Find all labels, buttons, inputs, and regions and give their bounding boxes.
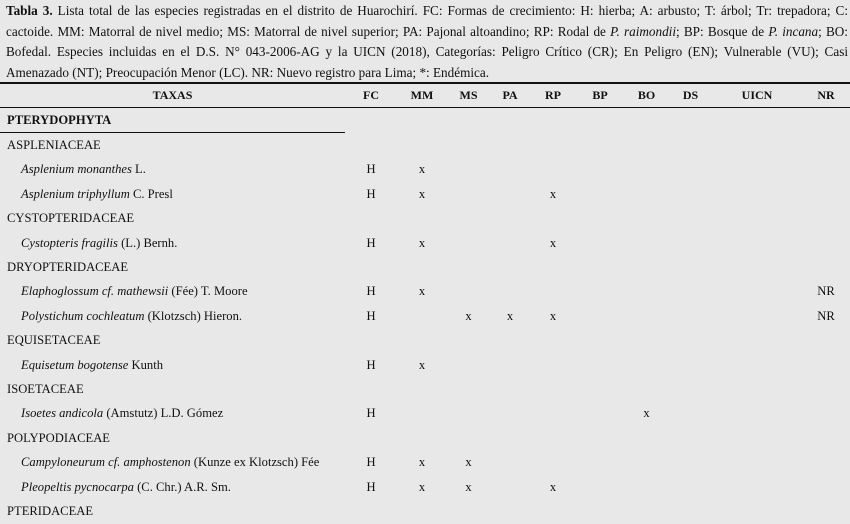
cell-bo — [624, 158, 669, 182]
cell-uicn — [712, 329, 802, 353]
species-epithet: Asplenium triphyllum — [21, 186, 130, 201]
cell-uicn — [712, 108, 802, 133]
cell-rp — [530, 255, 576, 279]
cell-nr — [802, 377, 850, 401]
cell-nr: NR — [817, 308, 835, 323]
species-epithet: Polystichum cochleatum — [21, 308, 145, 323]
header-mm: MM — [397, 83, 447, 108]
cell-bo — [624, 377, 669, 401]
cell-ds — [669, 108, 712, 133]
species-epithet: Cystopteris fragilis — [21, 235, 118, 250]
cell-rp — [530, 402, 576, 426]
species-epithet: Pleopeltis pycnocarpa — [21, 479, 134, 494]
species-epithet: Campyloneurum cf. amphostenon — [21, 455, 191, 470]
cell-pa — [490, 475, 530, 499]
cell-bo — [624, 207, 669, 231]
cell-uicn — [712, 377, 802, 401]
table-body — [0, 108, 850, 524]
species-row — [0, 353, 850, 377]
cell-mm: x — [418, 186, 426, 201]
family-row — [0, 377, 850, 401]
cell-rp — [530, 426, 576, 450]
cell-bp — [576, 108, 624, 133]
cell-mm — [397, 207, 447, 231]
header-taxas: TAXAS — [0, 83, 345, 108]
species-row — [0, 231, 850, 255]
cell-bp — [576, 280, 624, 304]
cell-ms — [447, 426, 490, 450]
cell-fc — [345, 329, 397, 353]
cell-rp — [530, 207, 576, 231]
cell-rp — [530, 377, 576, 401]
cell-ms: x — [465, 455, 472, 470]
cell-bp — [576, 402, 624, 426]
cell-ms — [447, 207, 490, 231]
cell-mm: x — [418, 455, 426, 470]
cell-fc: H — [366, 235, 376, 250]
cell-pa — [490, 255, 530, 279]
cell-bp — [576, 133, 624, 158]
cell-ms — [447, 377, 490, 401]
cell-rp — [530, 108, 576, 133]
cell-bo — [624, 182, 669, 206]
cell-nr — [802, 402, 850, 426]
cell-bp — [576, 182, 624, 206]
cell-pa — [490, 426, 530, 450]
species-author: (L.) Bernh. — [117, 235, 178, 250]
cell-uicn — [712, 499, 802, 523]
cell-ds — [669, 402, 712, 426]
cell-bo — [624, 450, 669, 474]
cell-fc — [345, 426, 397, 450]
cell-nr — [802, 182, 850, 206]
cell-uicn — [712, 450, 802, 474]
species-row — [0, 402, 850, 426]
table-caption — [6, 0, 848, 83]
cell-mm — [397, 304, 447, 328]
cell-mm — [397, 133, 447, 158]
cell-rp: x — [549, 479, 557, 494]
family-row — [0, 133, 850, 158]
cell-pa — [490, 499, 530, 523]
cell-bo — [624, 499, 669, 523]
family-name: CYSTOPTERIDACEAE — [7, 211, 135, 226]
cell-fc: H — [366, 406, 376, 421]
family-row — [0, 207, 850, 231]
cell-pa — [490, 329, 530, 353]
cell-fc: H — [366, 357, 376, 372]
family-name: PTERIDACEAE — [7, 503, 94, 518]
cell-mm — [397, 329, 447, 353]
cell-fc: H — [366, 479, 376, 494]
cell-ms — [447, 280, 490, 304]
cell-ds — [669, 329, 712, 353]
cell-bp — [576, 329, 624, 353]
cell-nr — [802, 108, 850, 133]
cell-bo — [624, 426, 669, 450]
cell-uicn — [712, 158, 802, 182]
cell-fc — [345, 108, 397, 133]
cell-ds — [669, 353, 712, 377]
cell-bo — [624, 280, 669, 304]
cell-bp — [576, 231, 624, 255]
cell-mm: x — [418, 162, 426, 177]
species-author: (C. Chr.) A.R. Sm. — [133, 479, 231, 494]
species-author: Kunth — [128, 357, 164, 372]
cell-mm: x — [418, 235, 426, 250]
species-author: L. — [131, 162, 146, 177]
cell-bo — [624, 304, 669, 328]
cell-rp: x — [549, 308, 557, 323]
species-name-cell — [0, 158, 345, 182]
cell-fc: H — [366, 162, 376, 177]
cell-nr — [802, 329, 850, 353]
cell-ds — [669, 377, 712, 401]
cell-ms — [447, 499, 490, 523]
cell-ms: x — [465, 479, 472, 494]
cell-fc — [345, 255, 397, 279]
cell-bp — [576, 255, 624, 279]
cell-ds — [669, 450, 712, 474]
cell-uicn — [712, 304, 802, 328]
cell-ms — [447, 133, 490, 158]
family-name: ASPLENIACEAE — [7, 138, 101, 153]
family-name: ISOETACEAE — [7, 381, 84, 396]
header-nr: NR — [802, 83, 850, 108]
species-row — [0, 158, 850, 182]
cell-ms — [447, 255, 490, 279]
cell-ds — [669, 182, 712, 206]
cell-rp — [530, 329, 576, 353]
cell-bo — [624, 255, 669, 279]
cell-nr: NR — [817, 284, 835, 299]
species-row — [0, 475, 850, 499]
header-bp: BP — [576, 83, 624, 108]
cell-nr — [802, 353, 850, 377]
family-row — [0, 426, 850, 450]
cell-pa — [490, 402, 530, 426]
cell-fc: H — [366, 308, 376, 323]
cell-uicn — [712, 207, 802, 231]
cell-mm — [397, 108, 447, 133]
cell-nr — [802, 158, 850, 182]
caption-label: Tabla 3. — [6, 3, 53, 18]
cell-nr — [802, 255, 850, 279]
cell-mm — [397, 402, 447, 426]
cell-pa — [490, 231, 530, 255]
cell-pa — [490, 182, 530, 206]
species-epithet: Elaphoglossum cf. mathewsii — [21, 284, 169, 299]
cell-uicn — [712, 353, 802, 377]
cell-pa — [490, 353, 530, 377]
species-author: (Klotzsch) Hieron. — [144, 308, 243, 323]
cell-bo — [624, 108, 669, 133]
species-row — [0, 450, 850, 474]
cell-bp — [576, 499, 624, 523]
cell-rp: x — [549, 186, 557, 201]
species-name-cell — [0, 402, 345, 426]
species-epithet: Asplenium monanthes — [21, 162, 132, 177]
cell-pa — [490, 450, 530, 474]
cell-rp — [530, 133, 576, 158]
caption-text-3: ; BO: Bofedal. Especies incluidas en el D.S. N° 043-2006-AG y la UICN (2018), Categorías: Peligro Crítico (CR); En Peligro (EN); Vulnerable (VU); Casi Amenazado (NT); Preocupación Menor (LC). NR: Nuevo registro para Lima; *: Endémica. — [6, 23, 848, 80]
cell-ms — [447, 158, 490, 182]
cell-bo — [624, 133, 669, 158]
cell-fc — [345, 207, 397, 231]
species-name-cell — [0, 353, 345, 377]
cell-uicn — [712, 255, 802, 279]
cell-ms — [447, 231, 490, 255]
cell-ms — [447, 353, 490, 377]
cell-fc — [345, 499, 397, 523]
cell-uicn — [712, 182, 802, 206]
cell-nr — [802, 475, 850, 499]
cell-mm — [397, 377, 447, 401]
cell-bp — [576, 377, 624, 401]
header-pa: PA — [490, 83, 530, 108]
species-row — [0, 304, 850, 328]
cell-pa — [490, 158, 530, 182]
cell-mm — [397, 255, 447, 279]
cell-pa: x — [506, 308, 514, 323]
cell-nr — [802, 499, 850, 523]
group-row — [0, 108, 850, 133]
header-ds: DS — [669, 83, 712, 108]
cell-ds — [669, 207, 712, 231]
cell-mm — [397, 426, 447, 450]
cell-uicn — [712, 280, 802, 304]
cell-bo — [624, 475, 669, 499]
cell-mm: x — [418, 357, 426, 372]
caption-text-1: Lista total de las especies registradas en el distrito de Huarochirí. FC: Formas de crecimiento: H: hierba; A: arbusto; T: árbol; Tr: trepadora; C: cactoide. MM: Matorral de nivel medio; MS: Matorral de nivel superior; PA: Pajonal altoandino; RP: Rodal de — [6, 3, 848, 39]
family-name: EQUISETACEAE — [7, 333, 101, 348]
cell-uicn — [712, 402, 802, 426]
cell-nr — [802, 231, 850, 255]
cell-fc: H — [366, 455, 376, 470]
caption-species-1: P. raimondii — [610, 23, 676, 39]
cell-ds — [669, 158, 712, 182]
cell-ms — [447, 329, 490, 353]
cell-nr — [802, 207, 850, 231]
cell-ds — [669, 304, 712, 328]
species-name-cell — [0, 450, 345, 474]
cell-ms — [447, 108, 490, 133]
cell-bo — [624, 329, 669, 353]
cell-bp — [576, 304, 624, 328]
species-author: (Kunze ex Klotzsch) Fée — [190, 455, 320, 470]
cell-fc — [345, 377, 397, 401]
family-name: DRYOPTERIDACEAE — [7, 260, 129, 275]
cell-bo — [624, 231, 669, 255]
species-author: (Fée) T. Moore — [168, 284, 248, 299]
cell-fc — [345, 133, 397, 158]
cell-pa — [490, 207, 530, 231]
family-row — [0, 329, 850, 353]
cell-pa — [490, 377, 530, 401]
header-uicn: UICN — [712, 83, 802, 108]
species-author: (Amstutz) L.D. Gómez — [103, 406, 224, 421]
species-name-cell — [0, 475, 345, 499]
cell-rp — [530, 280, 576, 304]
table-header — [0, 83, 850, 108]
cell-ds — [669, 475, 712, 499]
header-ms: MS — [447, 83, 490, 108]
cell-fc: H — [366, 186, 376, 201]
cell-bp — [576, 353, 624, 377]
cell-ds — [669, 426, 712, 450]
cell-ms — [447, 182, 490, 206]
header-fc: FC — [345, 83, 397, 108]
family-row — [0, 499, 850, 523]
cell-ds — [669, 231, 712, 255]
species-table — [0, 82, 850, 524]
species-row — [0, 280, 850, 304]
species-row — [0, 182, 850, 206]
cell-uicn — [712, 133, 802, 158]
cell-mm — [397, 499, 447, 523]
cell-bp — [576, 158, 624, 182]
cell-nr — [802, 133, 850, 158]
header-rp: RP — [530, 83, 576, 108]
cell-bp — [576, 426, 624, 450]
cell-bp — [576, 450, 624, 474]
cell-bp — [576, 475, 624, 499]
family-row — [0, 255, 850, 279]
cell-rp — [530, 353, 576, 377]
cell-mm: x — [418, 479, 426, 494]
header-bo: BO — [624, 83, 669, 108]
species-epithet: Equisetum bogotense — [21, 357, 129, 372]
species-author: C. Presl — [129, 186, 173, 201]
cell-ds — [669, 280, 712, 304]
caption-species-2: P. incana — [768, 23, 819, 39]
species-name-cell — [0, 280, 345, 304]
cell-pa — [490, 280, 530, 304]
cell-nr — [802, 426, 850, 450]
cell-ms — [447, 402, 490, 426]
family-name: POLYPODIACEAE — [7, 430, 110, 445]
group-name: PTERYDOPHYTA — [0, 108, 345, 133]
cell-nr — [802, 450, 850, 474]
cell-rp — [530, 499, 576, 523]
species-name-cell — [0, 304, 345, 328]
cell-uicn — [712, 426, 802, 450]
cell-uicn — [712, 475, 802, 499]
cell-pa — [490, 108, 530, 133]
cell-ms: x — [465, 308, 472, 323]
cell-ds — [669, 499, 712, 523]
cell-ds — [669, 133, 712, 158]
cell-bp — [576, 207, 624, 231]
cell-fc: H — [366, 284, 376, 299]
cell-pa — [490, 133, 530, 158]
cell-ds — [669, 255, 712, 279]
cell-rp — [530, 158, 576, 182]
cell-uicn — [712, 231, 802, 255]
species-name-cell — [0, 231, 345, 255]
cell-bo — [624, 353, 669, 377]
cell-rp — [530, 450, 576, 474]
cell-mm: x — [418, 284, 426, 299]
species-epithet: Isoetes andicola — [21, 406, 104, 421]
species-name-cell — [0, 182, 345, 206]
caption-text-2: ; BP: Bosque de — [676, 23, 769, 39]
cell-bo: x — [643, 406, 650, 421]
cell-rp: x — [549, 235, 557, 250]
